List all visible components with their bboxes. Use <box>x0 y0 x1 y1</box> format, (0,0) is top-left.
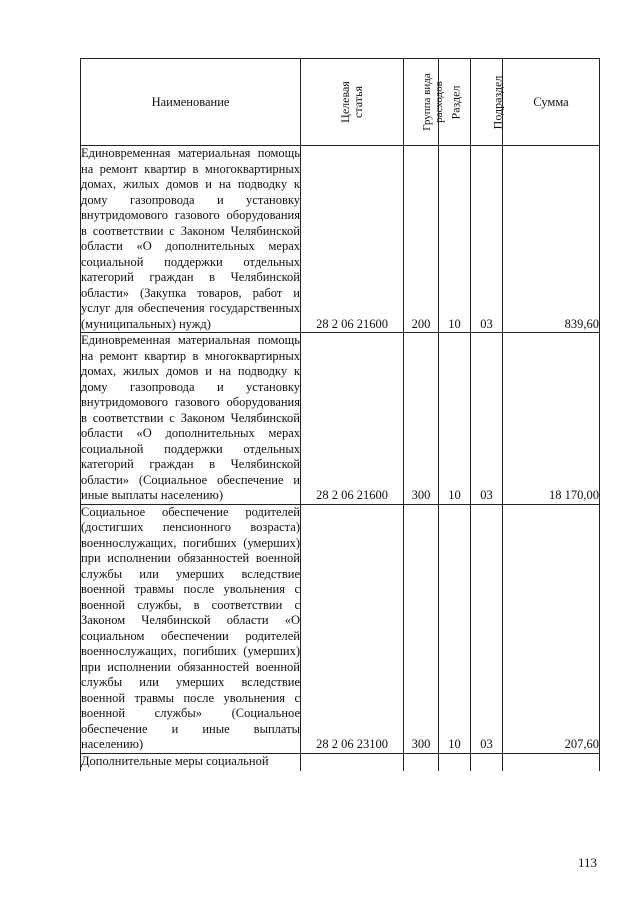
table-row <box>81 333 600 505</box>
row-expense-group: 300 <box>404 333 439 505</box>
row-target-article: 28 2 06 23100 <box>301 504 404 753</box>
row-target-article: 28 2 06 21600 <box>301 146 404 333</box>
page-number: 113 <box>578 855 598 870</box>
header-target-article: Целевая статья <box>301 59 404 146</box>
header-name: Наименование <box>81 59 301 146</box>
row-name: Единовременная материальная помощь на ремонт квартир в многоквартирных домах, жилых домов и на подводку к дому газопровода и установку внутридомового газового оборудования в соответствии с Законом Челябинской области «О дополнительных мерах социальной поддержки отдельных категорий граждан в Челябинской области» (Закупка товаров, работ и услуг для обеспечения государственных (муниципальных) нужд) <box>81 146 300 331</box>
header-section: Раздел <box>439 59 471 146</box>
header-subsection: Подраздел <box>471 59 503 146</box>
row-subsection: 03 <box>471 333 503 505</box>
row-name: Социальное обеспечение родителей (достигших пенсионного возраста) военнослужащих, погибших (умерших) при исполнении обязанностей военной службы или умерших вследствие военной травмы после увольнения с военной службы, в соответствии с Законом Челябинской области «О социальном обеспечении родителей военнослужащих, погибших (умерших) при исполнении обязанностей военной службы или умерших вследствие военной травмы после увольнения с военной службы» (Социальное обеспечение и иные выплаты населению) <box>81 504 300 751</box>
row-section: 10 <box>439 504 471 753</box>
header-row <box>81 59 600 146</box>
header-amount: Сумма <box>503 59 600 146</box>
row-subsection: 03 <box>471 504 503 753</box>
row-subsection: 03 <box>471 146 503 333</box>
row-name: Единовременная материальная помощь на ремонт квартир в многоквартирных домах, жилых домов и на подводку к дому газопровода и установку внутридомового газового оборудования в соответствии с Законом Челябинской области «О дополнительных мерах социальной поддержки отдельных категорий граждан в Челябинской области» (Социальное обеспечение и иные выплаты населению) <box>81 333 300 502</box>
row-section: 10 <box>439 333 471 505</box>
row-amount: 207,60 <box>503 504 600 753</box>
row-amount: 839,60 <box>503 146 600 333</box>
row-expense-group: 200 <box>404 146 439 333</box>
row-target-article: 28 2 06 21600 <box>301 333 404 505</box>
row-expense-group: 300 <box>404 504 439 753</box>
budget-table <box>80 58 600 771</box>
table-row-continued <box>81 753 600 771</box>
row-section: 10 <box>439 146 471 333</box>
table-row <box>81 146 600 333</box>
row-name: Дополнительные меры социальной <box>81 753 301 771</box>
row-amount: 18 170,00 <box>503 333 600 505</box>
table-row <box>81 504 600 753</box>
header-expense-group: Группа вида расходов <box>404 59 439 146</box>
